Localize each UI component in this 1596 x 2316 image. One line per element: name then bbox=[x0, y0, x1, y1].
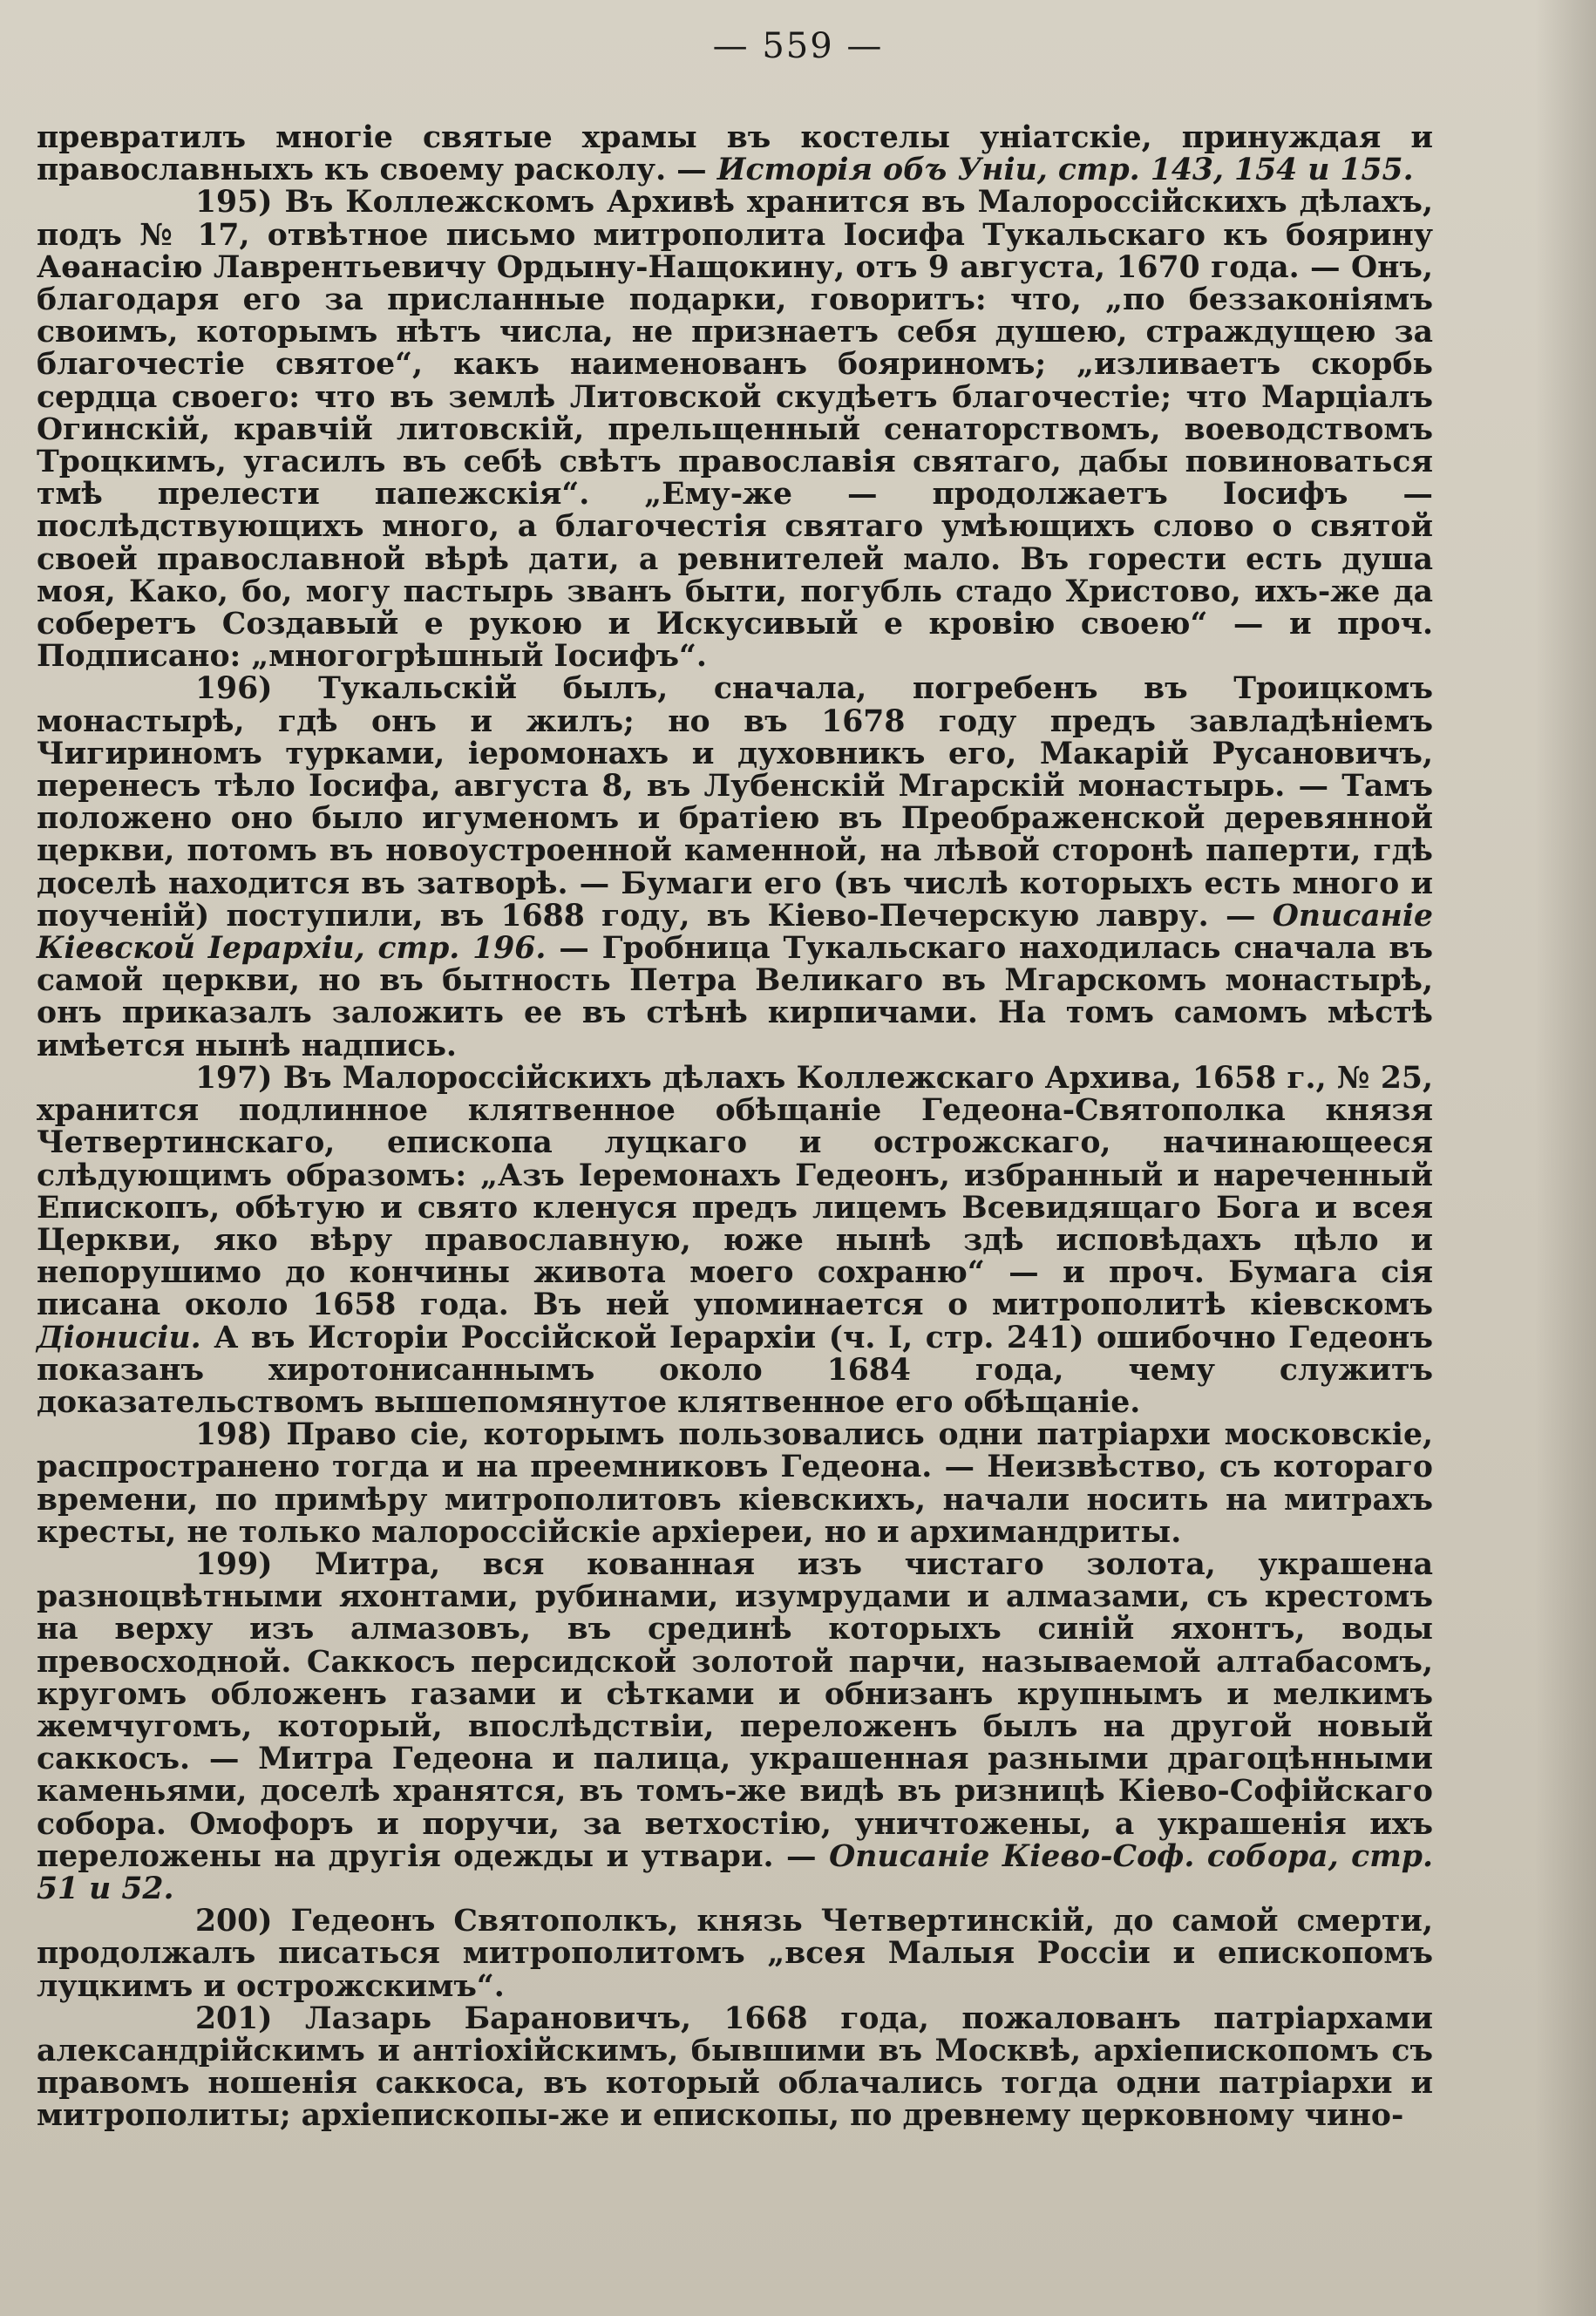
paragraph-text: 196) Тукальскій былъ, сначала, погребенъ въ Троицкомъ монастырѣ, гдѣ онъ и жилъ; но въ 1678 году предъ завладѣніемъ Чигириномъ турками, іеромонахъ и духовникъ его, Макарій Русановичъ, перенесъ тѣло Іосифа, августа 8, въ Лубенскій Мгарскій монастырь. — Тамъ положено оно было игуменомъ и братіею въ Преображенской деревянной церкви, потомъ въ новоустроенной каменной, на лѣвой сторонѣ паперти, гдѣ доселѣ находится въ затворѣ. — Бумаги его (въ числѣ которыхъ есть много и поученій) поступили, въ 1688 году, въ Кіево-Печерскую лавру. — bbox=[37, 671, 1433, 934]
citation: Описаніе Кіевской Іерархіи, стр. 196. bbox=[37, 898, 1433, 967]
paragraph-text: 201) Лазарь Барановичъ, 1668 года, пожалованъ патріархами александрійскимъ и антіохійскимъ, бывшими въ Москвѣ, архіепископомъ съ правомъ ношенія саккоса, въ который облачались тогда одни патріархи и митрополиты; архіепископы-же и епископы, по древнему церковному чино- bbox=[37, 2000, 1433, 2134]
paragraph-text: 195) Въ Коллежскомъ Архивѣ хранится въ Малороссійскихъ дѣлахъ, подъ № 17, отвѣтное письмо митрополита Іосифа Тукальскаго къ боярину Аѳанасію Лаврентьевичу Ордыну-Нащокину, отъ 9 августа, 1670 года. — Онъ, благодаря его за присланные подарки, говоритъ: что, „по беззаконіямъ своимъ, которымъ нѣтъ числа, не признаетъ себя душею, страждущею за благочестіе святое“, какъ наименованъ бояриномъ; „изливаетъ скорбь сердца своего: что въ землѣ Литовской скудѣетъ благочестіе; что Марціалъ Огинскій, кравчій литовскій, прельщенный сенаторствомъ, воеводствомъ Троцкимъ, угасилъ въ себѣ свѣтъ православія святаго, дабы повиноваться тмѣ прелести папежскія“. „Ему-же — продолжаетъ Іосифъ — послѣдствующихъ много, а благочестія святаго умѣющихъ слово о святой своей православной вѣрѣ дати, а ревнителей мало. Въ горести есть душа моя, Како, бо, могу пастырь званъ быти, погубль стадо Христово, ихъ-же да соберетъ Создавый е рукою и Искусивый е кровію своею“ — и проч. Подписано: „многогрѣшный Іосифъ“. bbox=[37, 185, 1433, 675]
paragraph-196 bbox=[37, 673, 1433, 1062]
paragraph-text: превратилъ многіе святые храмы въ костелы уніатскіе, принуждая и православныхъ къ своему расколу. — bbox=[37, 120, 1433, 188]
paragraph-text: 198) Право сіе, которымъ пользовались одни патріархи московскіе, распространено тогда и на преемниковъ Гедеона. — Неизвѣство, съ котораго времени, по примѣру митрополитовъ кіевскихъ, начали носить на митрахъ кресты, не только малороссійскіе архіереи, но и архимандриты. bbox=[37, 1417, 1433, 1550]
paragraph-text: 199) Митра, вся кованная изъ чистаго золота, украшена разноцвѣтными яхонтами, рубинами, изумрудами и алмазами, съ крестомъ на верху изъ алмазовъ, въ срединѣ которыхъ синій яхонтъ, воды превосходной. Саккосъ персидской золотой парчи, называемой алтабасомъ, кругомъ обложенъ газами и сѣтками и обнизанъ крупнымъ и мелкимъ жемчугомъ, который, впослѣдствіи, переложенъ былъ на другой новый саккосъ. — Митра Гедеона и палица, украшенная разными драгоцѣнными каменьями, доселѣ хранятся, въ томъ-же видѣ въ ризницѣ Кіево-Софійскаго собора. Омофоръ и поручи, за ветхостію, уничтожены, а украшенія ихъ переложены на другія одежды и утвари. — bbox=[37, 1546, 1433, 1874]
paragraph-intro bbox=[37, 122, 1433, 187]
paragraph-text-after: — Гробница Тукальскаго находилась сначала въ самой церкви, но въ бытность Петра Великаго въ Мгарскомъ монастырѣ, онъ приказалъ заложить ее въ стѣнѣ кирпичами. На томъ самомъ мѣстѣ имѣется нынѣ надпись. bbox=[37, 931, 1433, 1063]
citation: Исторія объ Уніи, стр. 143, 154 и 155. bbox=[717, 153, 1414, 188]
paragraph-195 bbox=[37, 187, 1433, 673]
citation: Діонисіи. bbox=[37, 1320, 201, 1355]
page-number: — 559 — bbox=[712, 26, 884, 66]
paragraph-199 bbox=[37, 1546, 1433, 1906]
paragraph-197 bbox=[37, 1060, 1433, 1420]
paragraph-201 bbox=[37, 2000, 1433, 2134]
citation: Описаніе Кіево-Соф. собора, стр. 51 и 52. bbox=[37, 1838, 1433, 1906]
paragraph-text: 200) Гедеонъ Святополкъ, князь Четвертинскій, до самой смерти, продолжалъ писаться митрополитомъ „всея Малыя Россіи и епископомъ луцкимъ и острожскимъ“. bbox=[37, 1904, 1433, 2004]
paragraph-200 bbox=[37, 1905, 1433, 2003]
paragraph-text: 197) Въ Малороссійскихъ дѣлахъ Коллежскаго Архива, 1658 г., № 25, хранится подлинное клятвенное обѣщаніе Гедеона-Святополка князя Четвертинскаго, епископа луцкаго и острожскаго, начинающееся слѣдующимъ образомъ: „Азъ Іеремонахъ Гедеонъ, избранный и нареченный Епископъ, обѣтую и свято кленуся предъ лицемъ Всевидящаго Бога и всея Церкви, яко вѣру православную, юже нынѣ здѣ исповѣдахъ цѣло и непорушимо до кончины живота моего сохраню“ — и проч. Бумага сія писана около 1658 года. Въ ней упоминается о митрополитѣ кіевскомъ bbox=[37, 1060, 1433, 1323]
paragraph-text-after: А въ Исторіи Россійской Іерархіи (ч. I, стр. 241) ошибочно Гедеонъ показанъ хиротонисаннымъ около 1684 года, чему служитъ доказательствомъ вышепомянутое клятвенное его обѣщаніе. bbox=[37, 1320, 1433, 1420]
page-edge-shadow bbox=[1535, 0, 1596, 2316]
paragraph-198 bbox=[37, 1419, 1433, 1549]
body-text bbox=[37, 122, 1433, 2133]
